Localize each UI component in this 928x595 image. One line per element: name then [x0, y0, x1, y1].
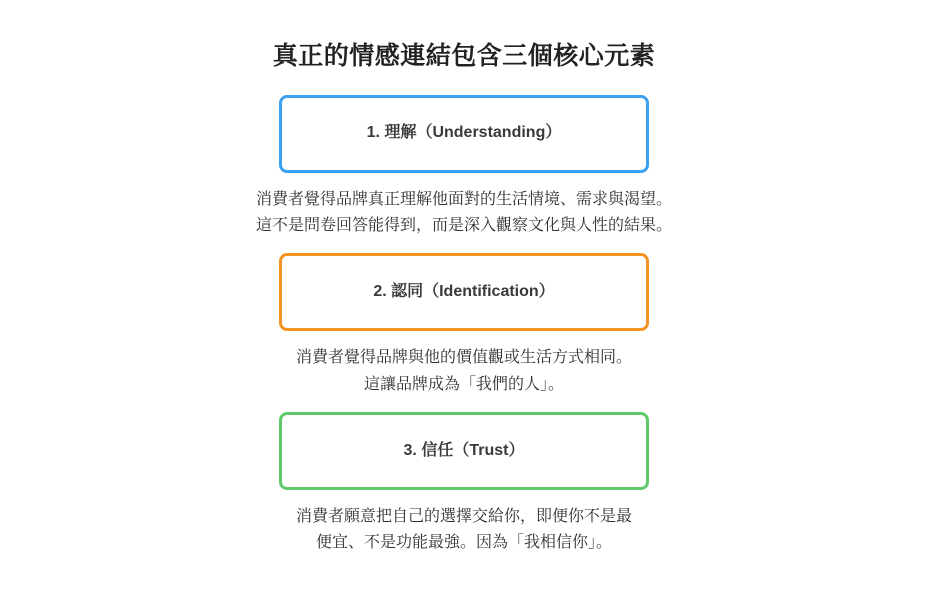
page-title: 真正的情感連結包含三個核心元素 — [272, 42, 656, 70]
box-trust[interactable] — [279, 412, 649, 490]
desc-trust-line-2: 便宜、不是功能最強。因為「我相信你」。 — [315, 534, 612, 552]
step-understanding — [0, 95, 928, 254]
box-identification-label: 2. 認同（Identification） — [373, 283, 555, 301]
desc-identification — [296, 345, 632, 398]
desc-identification-line-1: 消費者覺得品牌與他的價值觀或生活方式相同。 — [295, 349, 632, 367]
box-understanding-label: 1. 理解（Understanding） — [366, 124, 562, 142]
box-understanding[interactable] — [279, 95, 649, 173]
flow-container — [0, 95, 928, 571]
box-identification[interactable] — [279, 253, 649, 331]
desc-trust — [296, 504, 632, 557]
desc-understanding — [256, 187, 672, 240]
desc-trust-line-1: 消費者願意把自己的選擇交給你，即便你不是最 — [295, 508, 632, 526]
desc-identification-line-2: 這讓品牌成為「我們的人」。 — [363, 375, 564, 393]
step-trust — [0, 412, 928, 571]
desc-understanding-line-1: 消費者覺得品牌真正理解他面對的生活情境、需求與渴望。 — [255, 190, 672, 208]
box-trust-label: 3. 信任（Trust） — [403, 441, 525, 459]
step-identification — [0, 253, 928, 412]
desc-understanding-line-2: 這不是問卷回答能得到，而是深入觀察文化與人性的結果。 — [255, 216, 672, 234]
